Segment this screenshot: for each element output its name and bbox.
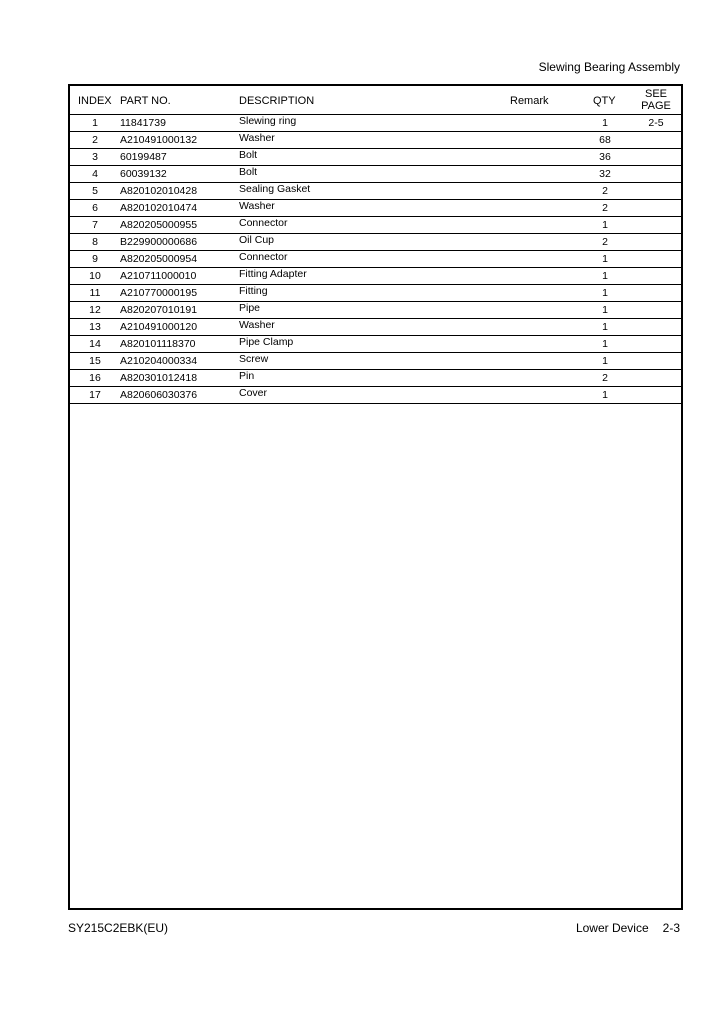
cell-description: Oil Cup	[239, 234, 275, 246]
table-row	[70, 268, 681, 285]
table-row	[70, 251, 681, 268]
cell-part-no: A820301012418	[120, 372, 198, 384]
table-row	[70, 285, 681, 302]
cell-part-no: A820606030376	[120, 389, 198, 401]
cell-qty: 1	[602, 117, 608, 129]
see-page-line2: PAGE	[641, 100, 671, 112]
table-row	[70, 183, 681, 200]
cell-qty: 68	[599, 134, 611, 146]
cell-description: Bolt	[239, 166, 258, 178]
cell-index: 14	[89, 338, 101, 350]
cell-part-no: A820205000955	[120, 219, 198, 231]
cell-description: Washer	[239, 132, 275, 144]
cell-index: 8	[92, 236, 98, 248]
footer-section-page	[576, 921, 680, 935]
cell-description: Fitting	[239, 285, 268, 297]
table-body	[70, 115, 681, 404]
table-row	[70, 319, 681, 336]
cell-description: Washer	[239, 319, 275, 331]
cell-part-no: A210204000334	[120, 355, 198, 367]
table-row	[70, 387, 681, 404]
page-header-title: Slewing Bearing Assembly	[538, 60, 680, 74]
cell-part-no: A820102010428	[120, 185, 198, 197]
cell-qty: 2	[602, 185, 608, 197]
column-header-remark: Remark	[510, 95, 549, 107]
table-row	[70, 353, 681, 370]
cell-index: 6	[92, 202, 98, 214]
cell-part-no: A210711000010	[120, 270, 197, 282]
cell-description: Cover	[239, 387, 268, 399]
cell-part-no: A210770000195	[120, 287, 198, 299]
see-page-line1: SEE	[644, 88, 667, 100]
cell-description: Pipe	[239, 302, 261, 314]
cell-qty: 1	[602, 304, 608, 316]
table-header	[70, 86, 681, 115]
cell-description: Washer	[239, 200, 275, 212]
table-row	[70, 370, 681, 387]
cell-qty: 32	[599, 168, 611, 180]
cell-qty: 1	[602, 321, 608, 333]
cell-index: 12	[89, 304, 101, 316]
cell-description: Screw	[239, 353, 269, 365]
column-header-index: INDEX	[78, 95, 112, 107]
cell-description: Sealing Gasket	[239, 183, 311, 195]
cell-index: 11	[89, 287, 101, 299]
cell-qty: 1	[602, 355, 608, 367]
cell-index: 10	[89, 270, 101, 282]
cell-index: 17	[89, 389, 101, 401]
cell-index: 1	[92, 117, 98, 129]
cell-qty: 1	[602, 219, 608, 231]
cell-part-no: A210491000132	[120, 134, 198, 146]
column-header-part-no: PART NO.	[120, 95, 171, 107]
table-row	[70, 336, 681, 353]
footer-page-number: 2-3	[662, 921, 680, 935]
cell-qty: 1	[602, 253, 608, 265]
cell-part-no: A820205000954	[120, 253, 198, 265]
cell-qty: 2	[602, 236, 608, 248]
table-row	[70, 149, 681, 166]
table-row	[70, 217, 681, 234]
cell-index: 15	[89, 355, 101, 367]
cell-part-no: 11841739	[120, 117, 166, 129]
cell-qty: 2	[602, 372, 608, 384]
cell-description: Connector	[239, 251, 288, 263]
cell-index: 3	[92, 151, 98, 163]
cell-description: Bolt	[239, 149, 258, 161]
cell-qty: 1	[602, 389, 608, 401]
cell-description: Pipe Clamp	[239, 336, 294, 348]
cell-part-no: B229900000686	[120, 236, 198, 248]
cell-index: 9	[92, 253, 98, 265]
cell-index: 2	[92, 134, 98, 146]
cell-qty: 1	[602, 338, 608, 350]
cell-index: 5	[92, 185, 98, 197]
cell-part-no: A820101118370	[120, 338, 196, 350]
cell-qty: 1	[602, 287, 608, 299]
cell-index: 7	[92, 219, 98, 231]
cell-see-page: 2-5	[648, 117, 664, 129]
cell-qty: 36	[599, 151, 611, 163]
column-header-qty: QTY	[593, 95, 616, 107]
cell-index: 13	[89, 321, 101, 333]
cell-part-no: A820102010474	[120, 202, 198, 214]
column-header-description: DESCRIPTION	[239, 95, 315, 107]
parts-table	[68, 84, 683, 910]
table-row	[70, 200, 681, 217]
cell-index: 4	[92, 168, 98, 180]
cell-qty: 1	[602, 270, 608, 282]
table-row	[70, 302, 681, 319]
column-header-see-page	[630, 88, 682, 112]
cell-part-no: A820207010191	[120, 304, 198, 316]
cell-part-no: 60199487	[120, 151, 167, 163]
cell-description: Fitting Adapter	[239, 268, 307, 280]
cell-qty: 2	[602, 202, 608, 214]
cell-part-no: A210491000120	[120, 321, 198, 333]
cell-description: Connector	[239, 217, 288, 229]
cell-index: 16	[89, 372, 101, 384]
table-row	[70, 132, 681, 149]
table-row	[70, 234, 681, 251]
footer-model: SY215C2EBK(EU)	[68, 921, 169, 935]
table-row	[70, 115, 681, 132]
cell-description: Slewing ring	[239, 115, 297, 127]
cell-description: Pin	[239, 370, 255, 382]
footer-section: Lower Device	[575, 921, 649, 935]
table-row	[70, 166, 681, 183]
cell-part-no: 60039132	[120, 168, 167, 180]
